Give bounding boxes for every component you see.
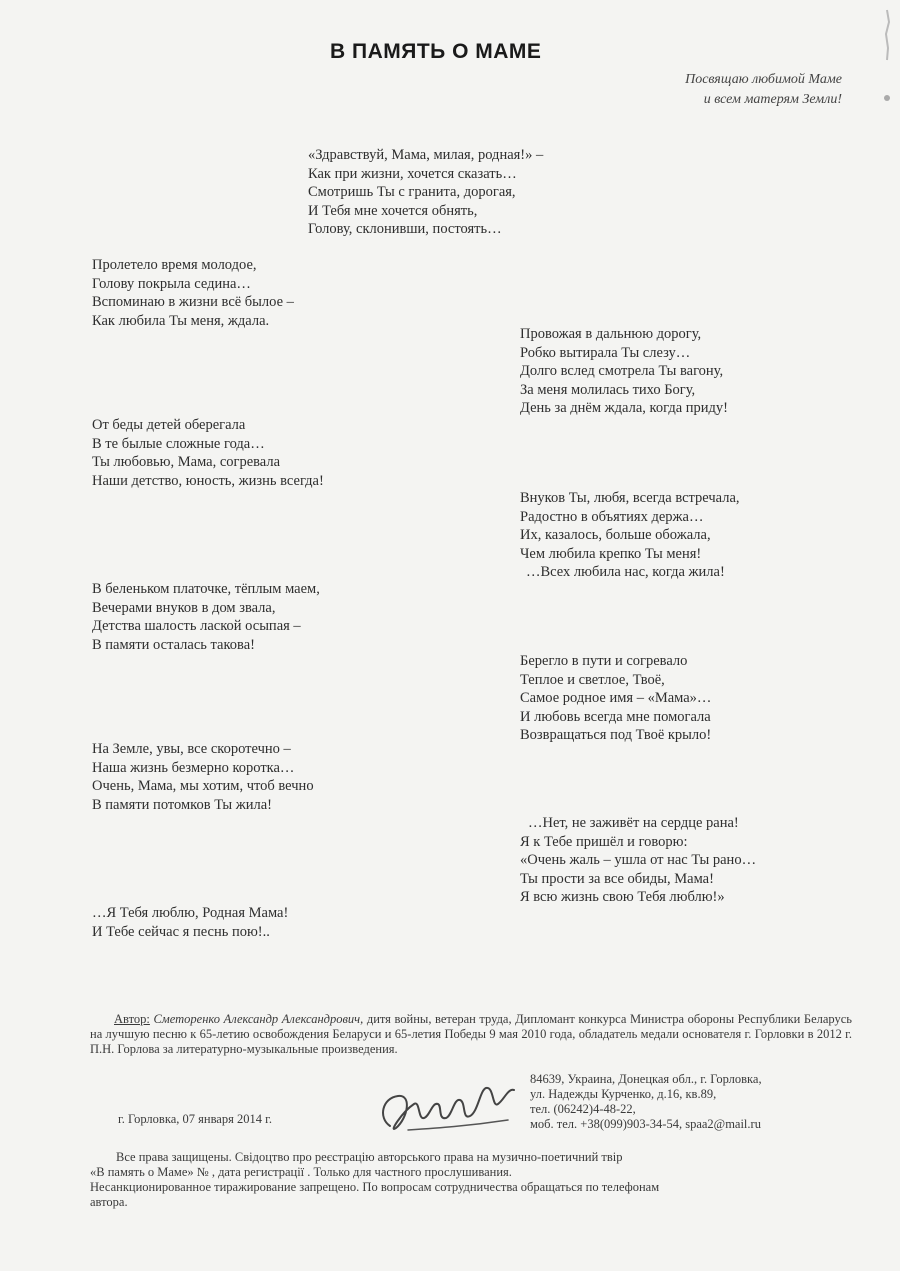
poem-line: Вечерами внуков в дом звала, <box>92 599 276 616</box>
poem-line: Голову, склонивши, постоять… <box>308 221 502 237</box>
poem-line: Долго вслед смотрела Ты вагону, <box>520 363 724 379</box>
author-name: Сметоренко Александр Александрович, <box>153 1012 364 1026</box>
poem-line: …Я Тебя люблю, Родная Мама! <box>92 905 289 921</box>
dedication-line: Посвящаю любимой Маме <box>685 72 842 87</box>
poem-line: Ты прости за все обиды, Мама! <box>520 870 714 887</box>
stanza-9 <box>520 814 756 907</box>
scan-edge-mark <box>880 8 894 118</box>
document-date: г. Горловка, 07 января 2014 г. <box>118 1112 272 1126</box>
poem-line: Их, казалось, больше обожала, <box>520 527 711 543</box>
poem-line: Пролетело время молодое, <box>92 257 257 273</box>
poem-line: Как любила Ты меня, ждала. <box>92 312 270 329</box>
poem-line: Внуков Ты, любя, всегда встречала, <box>520 490 740 506</box>
poem-line: В памяти потомков Ты жила! <box>92 796 272 813</box>
poem-line: Наша жизнь безмерно коротка… <box>92 759 295 776</box>
address-line: 84639, Украина, Донецкая обл., г. Горловка, <box>530 1072 762 1086</box>
stanza-2 <box>92 256 294 330</box>
stanza-1 <box>308 146 543 239</box>
dedication-line: и всем матерям Земли! <box>703 92 842 107</box>
stanza-5 <box>520 489 740 582</box>
poem-line: Я к Тебе пришёл и говорю: <box>520 833 688 850</box>
stanza-3 <box>520 325 728 418</box>
poem-line: День за днём ждала, когда приду! <box>520 400 728 416</box>
poem-line: В беленьком платочке, тёплым маем, <box>92 581 320 597</box>
poem-line: Провожая в дальнюю дорогу, <box>520 326 702 342</box>
poem-title: В ПАМЯТЬ О МАМЕ <box>330 40 542 63</box>
stanza-10 <box>92 904 288 941</box>
poem-line: …Нет, не заживёт на сердце рана! <box>528 815 739 831</box>
poem-line: В памяти осталась такова! <box>92 636 255 653</box>
poem-line: Детства шалость лаской осыпая – <box>92 618 301 634</box>
poem-line: И Тебе сейчас я песнь пою!.. <box>92 923 270 940</box>
stanza-7 <box>520 652 711 745</box>
author-description: дитя войны, ветеран труда, Дипломант конкурса Министра обороны Республики Беларусь на лучшую песню к 65-летию освобождения Беларуси и 65-летия Победы 9 мая 2010 года, обладатель медали основателя г. Горловки в 2012 г. П.Н. Горлова за литературно-музыкальные произведения. <box>90 1012 852 1056</box>
poem-line: И Тебя мне хочется обнять, <box>308 202 478 219</box>
stanza-4 <box>92 416 324 490</box>
poem-line: Ты любовью, Мама, согревала <box>92 454 281 470</box>
poem-line: Самое родное имя – «Мама»… <box>520 690 712 706</box>
rights-line: Несанкционированное тиражирование запрещено. По вопросам сотрудничества обращаться по телефонам <box>90 1180 660 1194</box>
poem-line: Очень, Мама, мы хотим, чтоб вечно <box>92 778 314 794</box>
poem-line: Вспоминаю в жизни всё былое – <box>92 294 294 310</box>
poem-line: …Всех любила нас, когда жила! <box>526 564 725 580</box>
poem-line: Я всю жизнь свою Тебя люблю!» <box>520 889 725 905</box>
rights-line: Все права защищены. Свідоцтво про реєстрацію авторського права на музично-поетичний твір <box>116 1150 623 1164</box>
copyright-notice <box>90 1150 860 1210</box>
address-line: тел. (06242)4-48-22, <box>530 1102 636 1116</box>
poem-line: Робко вытирала Ты слезу… <box>520 344 691 361</box>
poem-line: Как при жизни, хочется сказать… <box>308 165 517 182</box>
dedication <box>612 70 842 110</box>
rights-line: автора. <box>90 1195 128 1209</box>
poem-line: В те былые сложные года… <box>92 435 265 452</box>
poem-line: От беды детей оберегала <box>92 417 246 433</box>
poem-line: «Очень жаль – ушла от нас Ты рано… <box>520 852 757 868</box>
poem-line: Наши детство, юность, жизнь всегда! <box>92 472 324 489</box>
poem-line: На Земле, увы, все скоротечно – <box>92 741 291 757</box>
address-line: моб. тел. +38(099)903-34-54, spaa2@mail.ru <box>530 1117 761 1131</box>
poem-line: Берегло в пути и согревало <box>520 653 688 669</box>
poem-line: Голову покрыла седина… <box>92 275 251 292</box>
poem-line: За меня молилась тихо Богу, <box>520 381 696 398</box>
address-line: ул. Надежды Курченко, д.16, кв.89, <box>530 1087 717 1101</box>
stanza-6 <box>92 580 320 654</box>
author-label: Автор: <box>114 1012 150 1026</box>
stanza-8 <box>92 740 314 814</box>
poem-line: «Здравствуй, Мама, милая, родная!» – <box>308 147 544 163</box>
poem-line: Возвращаться под Твоё крыло! <box>520 727 712 743</box>
author-address <box>530 1072 860 1132</box>
author-info <box>90 1012 852 1057</box>
poem-line: Радостно в объятиях держа… <box>520 508 704 525</box>
poem-line: Смотришь Ты с гранита, дорогая, <box>308 184 516 200</box>
poem-line: Чем любила крепко Ты меня! <box>520 545 702 562</box>
poem-line: Теплое и светлое, Твоё, <box>520 671 665 688</box>
rights-line: «В память о Маме» № , дата регистрації . Только для частного прослушивания. <box>90 1165 512 1179</box>
poem-line: И любовь всегда мне помогала <box>520 708 711 725</box>
handwritten-signature <box>368 1068 528 1148</box>
